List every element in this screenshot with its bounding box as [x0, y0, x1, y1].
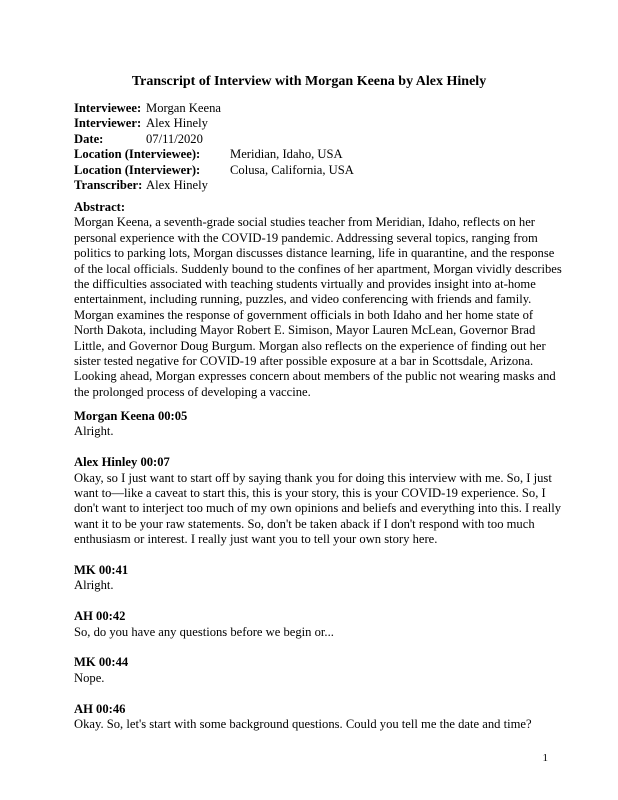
page-number: 1	[542, 752, 548, 764]
meta-label: Location (Interviewee):	[74, 147, 201, 162]
abstract-section	[74, 200, 562, 400]
transcript-turn	[74, 702, 554, 733]
meta-location-interviewee	[74, 147, 343, 162]
utterance-line: enthusiasm or interest. I really just want you to tell your own story here.	[74, 532, 438, 547]
utterance-line: want to—like a caveat to start this, this is your story, this is your COVID-19 experience. So, I	[74, 486, 546, 501]
abstract-line: the prolonged process of developing a vaccine.	[74, 384, 311, 399]
meta-label: Date:	[74, 131, 104, 146]
transcript-turn	[74, 655, 554, 686]
meta-date	[74, 131, 203, 147]
meta-label: Location (Interviewer):	[74, 162, 201, 177]
utterance-line: Alright.	[74, 578, 114, 593]
speaker-timestamp: MK 00:41	[74, 563, 129, 578]
speaker-timestamp: AH 00:42	[74, 609, 126, 624]
utterance-line: Okay, so I just want to start off by saying thank you for doing this interview with me. So, I just	[74, 470, 552, 485]
meta-value: Alex Hinely	[146, 116, 208, 131]
abstract-body	[74, 215, 562, 400]
abstract-heading: Abstract:	[74, 200, 126, 214]
meta-value: Colusa, California, USA	[230, 162, 354, 177]
meta-value: Morgan Keena	[146, 101, 221, 115]
utterance	[74, 470, 562, 548]
utterance-line: So, do you have any questions before we begin or...	[74, 624, 334, 639]
document-title: Transcript of Interview with Morgan Keena by Alex Hinely	[131, 74, 487, 89]
transcript-turn	[74, 563, 554, 594]
meta-value: Meridian, Idaho, USA	[230, 147, 343, 162]
abstract-line: of the local officials. Suddenly bound to the confines of her apartment, Morgan vividly describes	[74, 261, 562, 276]
utterance-line: don't want to interject too much of my own opinions and beliefs and everything into this. I really	[74, 501, 562, 516]
utterance	[74, 625, 554, 640]
speaker-timestamp: MK 00:44	[74, 655, 129, 670]
abstract-line: Morgan examines the response of government officials in both Idaho and her home state of	[74, 307, 534, 322]
meta-interviewer	[74, 116, 208, 131]
meta-label: Interviewer:	[74, 116, 142, 131]
speaker-timestamp: Morgan Keena 00:05	[74, 409, 188, 423]
abstract-line: sister tested negative for COVID-19 after possible exposure at a bar in Scottsdale, Arizona.	[74, 354, 534, 369]
abstract-line: Little, and Governor Doug Burgum. Morgan also reflects on the experience of finding out her	[74, 338, 546, 353]
abstract-line: Morgan Keena, a seventh-grade social studies teacher from Meridian, Idaho, reflects on her	[74, 215, 536, 230]
utterance	[74, 578, 554, 593]
abstract-line: personal experience with the COVID-19 pandemic. Addressing several topics, ranging from	[74, 230, 538, 245]
utterance-line: Okay. So, let's start with some background questions. Could you tell me the date and time?	[74, 717, 532, 732]
abstract-line: entertainment, including running, puzzles, and video conferencing with friends and family.	[74, 292, 532, 307]
utterance	[74, 717, 554, 732]
speaker-timestamp: Alex Hinley 00:07	[74, 455, 170, 470]
abstract-line: North Dakota, including Mayor Robert E. Simison, Mayor Lauren McLean, Governor Brad	[74, 323, 536, 338]
utterance	[74, 671, 554, 686]
utterance-line: Alright.	[74, 424, 114, 439]
meta-value: Alex Hinely	[146, 177, 208, 192]
transcript-turn	[74, 409, 554, 440]
meta-value: 07/11/2020	[146, 131, 203, 146]
transcript-body	[74, 409, 562, 748]
transcript-turn	[74, 609, 554, 640]
meta-label: Interviewee:	[74, 101, 142, 115]
speaker-timestamp: AH 00:46	[74, 701, 126, 716]
utterance	[74, 424, 554, 439]
abstract-line: politics to parking lots, Morgan discusses distance learning, life in quarantine, and the response	[74, 246, 555, 261]
utterance-line: want it to be your raw statements. So, don't be taken aback if I don't respond with too much	[74, 516, 535, 531]
meta-location-interviewer	[74, 162, 354, 178]
abstract-line: Looking ahead, Morgan expresses concern about members of the public not wearing masks and	[74, 369, 556, 384]
meta-interviewee	[74, 101, 221, 116]
transcript-turn	[74, 455, 562, 547]
utterance-line: Nope.	[74, 670, 105, 685]
meta-transcriber	[74, 177, 208, 193]
metadata-block	[74, 101, 354, 193]
abstract-line: the difficulties associated with teaching students virtually and provides insight into at-home	[74, 277, 536, 292]
meta-label: Transcriber:	[74, 177, 143, 192]
